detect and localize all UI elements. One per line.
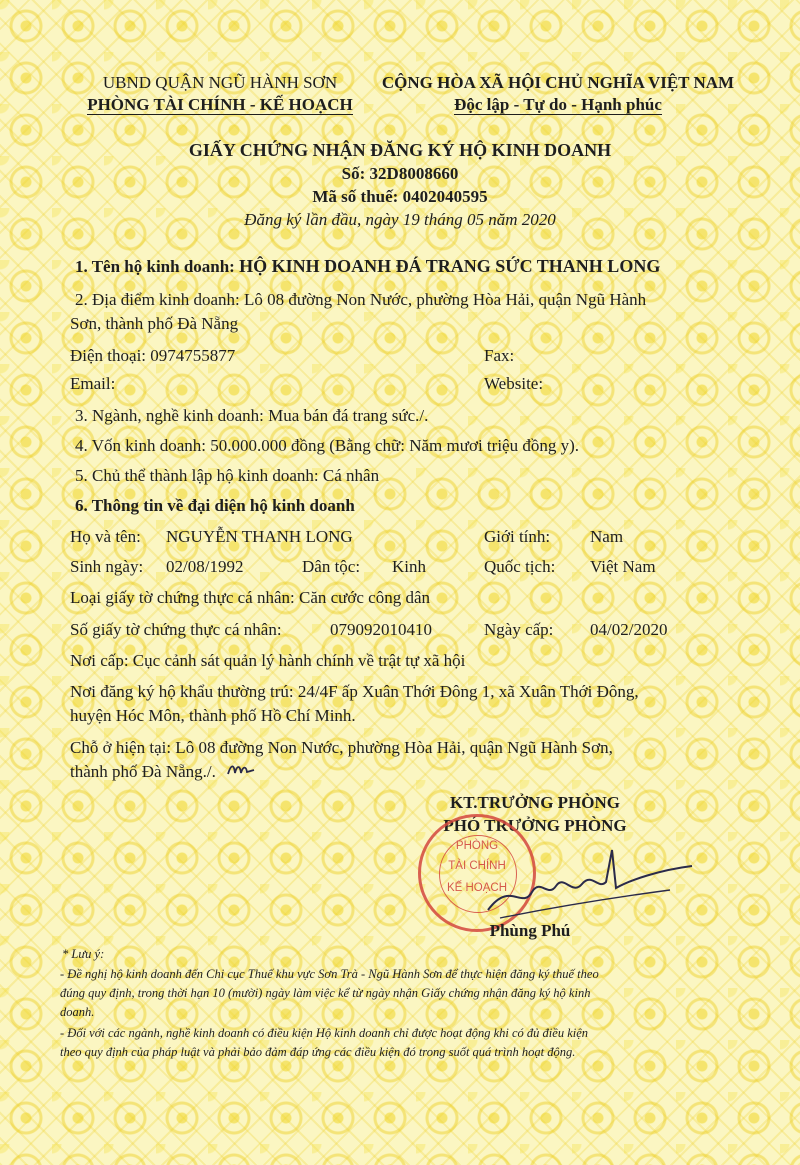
signature-scrawl	[470, 840, 700, 930]
document-title: GIẤY CHỨNG NHẬN ĐĂNG KÝ HỘ KINH DOANH	[188, 140, 612, 160]
rep-current-address-line2: thành phố Đà Nẵng./.	[70, 762, 216, 781]
rep-name-value: NGUYỄN THANH LONG	[166, 527, 353, 546]
note-1-line2: đúng quy định, trong thời hạn 10 (mười) ngày làm việc kể từ ngày nhận Giấy chứng nhận đăng ký hộ kinh	[60, 986, 591, 1000]
rep-id-type: Loại giấy tờ chứng thực cá nhân: Căn cước công dân	[70, 588, 431, 607]
rep-name-label: Họ và tên:	[70, 527, 141, 546]
website-field: Website:	[484, 374, 544, 393]
tax-code: Mã số thuế: 0402040595	[312, 187, 488, 206]
issuer-department	[70, 94, 370, 115]
rep-residence-line1: Nơi đăng ký hộ khẩu thường trú: 24/4F ấp Xuân Thới Đông 1, xã Xuân Thới Đông,	[70, 682, 639, 701]
signature-title-2: PHÓ TRƯỞNG PHÒNG	[443, 816, 627, 835]
note-2-line2: theo quy định của pháp luật và phải bảo đảm đáp ứng các điều kiện đó trong suốt quá trình hoạt động.	[60, 1045, 576, 1059]
business-name-label: 1. Tên hộ kinh doanh:	[75, 257, 235, 276]
seal-text-2: TÀI CHÍNH	[448, 860, 506, 872]
business-name-value: HỘ KINH DOANH ĐÁ TRANG SỨC THANH LONG	[239, 256, 661, 276]
business-line-field: 3. Ngành, nghề kinh doanh: Mua bán đá trang sức./.	[75, 406, 429, 425]
issuer-name: UBND QUẬN NGŨ HÀNH SƠN	[102, 73, 338, 92]
seal-text-1: PHÒNG	[455, 840, 499, 852]
country-motto	[368, 94, 748, 115]
business-name-row	[75, 256, 660, 277]
note-1-line3: doanh.	[60, 1005, 95, 1019]
business-address-line2: Sơn, thành phố Đà Nẵng	[70, 314, 239, 333]
rep-id-number-label: Số giấy tờ chứng thực cá nhân:	[70, 620, 282, 639]
rep-issued-by: Nơi cấp: Cục cảnh sát quản lý hành chính về trật tự xã hội	[70, 651, 466, 670]
rep-dob-value: 02/08/1992	[166, 557, 244, 576]
signature-title-1: KT.TRƯỞNG PHÒNG	[450, 793, 620, 812]
rep-id-number-value: 079092010410	[330, 620, 432, 639]
signer-name: Phùng Phú	[489, 921, 571, 940]
seal-text-3: KẾ HOẠCH	[446, 882, 508, 894]
founder-type-field: 5. Chủ thể thành lập hộ kinh doanh: Cá nhân	[75, 466, 380, 485]
business-address-line1: 2. Địa điểm kinh doanh: Lô 08 đường Non Nước, phường Hòa Hải, quận Ngũ Hành	[75, 290, 647, 309]
note-1-line1: - Đề nghị hộ kinh doanh đến Chi cục Thuế khu vực Sơn Trà - Ngũ Hành Sơn để thực hiện đăng ký thuế theo	[60, 967, 599, 981]
rep-dob-label: Sinh ngày:	[70, 557, 144, 576]
certificate-number: Số: 32D8008660	[341, 164, 459, 183]
phone-field: Điện thoại: 0974755877	[70, 346, 236, 365]
note-2-line1: - Đối với các ngành, nghề kinh doanh có điều kiện Hộ kinh doanh chỉ được hoạt động khi có đủ điều kiện	[60, 1026, 589, 1040]
notes-heading: * Lưu ý:	[62, 947, 105, 961]
rep-nationality-value: Việt Nam	[590, 557, 656, 576]
rep-gender-value: Nam	[590, 527, 624, 546]
representative-section-title: 6. Thông tin về đại diện hộ kinh doanh	[75, 496, 355, 515]
rep-residence-line2: huyện Hóc Môn, thành phố Hồ Chí Minh.	[70, 706, 356, 725]
rep-gender-label: Giới tính:	[484, 527, 551, 546]
country-motto-text: Độc lập - Tự do - Hạnh phúc	[454, 95, 662, 114]
country-title: CỘNG HÒA XÃ HỘI CHỦ NGHĨA VIỆT NAM	[381, 73, 735, 92]
rep-current-address-line1: Chỗ ở hiện tại: Lô 08 đường Non Nước, phường Hòa Hải, quận Ngũ Hành Sơn,	[70, 738, 613, 757]
rep-ethnicity-label: Dân tộc:	[302, 557, 361, 576]
rep-ethnicity-value: Kinh	[392, 557, 426, 576]
capital-field: 4. Vốn kinh doanh: 50.000.000 đồng (Bằng chữ: Năm mươi triệu đồng y).	[75, 436, 579, 455]
email-field: Email:	[70, 374, 116, 393]
initials-mark	[226, 760, 256, 780]
issuer-department-text: PHÒNG TÀI CHÍNH - KẾ HOẠCH	[87, 95, 353, 114]
fax-field: Fax:	[484, 346, 515, 365]
registration-date: Đăng ký lần đầu, ngày 19 tháng 05 năm 2020	[244, 210, 556, 229]
rep-issue-date-label: Ngày cấp:	[484, 620, 554, 639]
rep-issue-date-value: 04/02/2020	[590, 620, 668, 639]
rep-nationality-label: Quốc tịch:	[484, 557, 556, 576]
